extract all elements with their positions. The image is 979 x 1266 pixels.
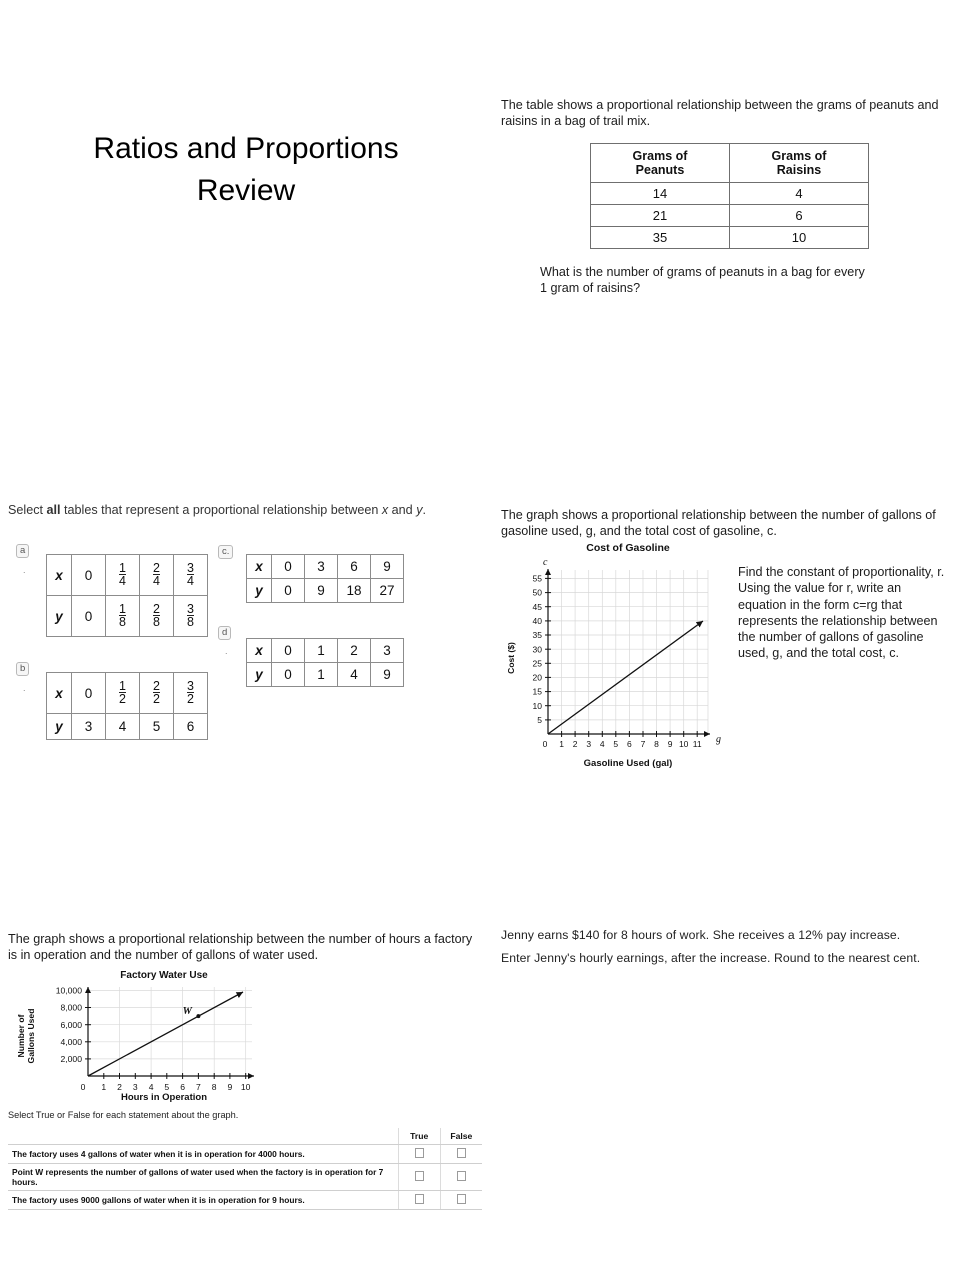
row-var-x: x [47,673,72,714]
svg-text:7: 7 [640,739,646,749]
factory-chart-point-w-label: W [182,1006,192,1017]
svg-text:2: 2 [117,1082,122,1092]
page-title: Ratios and Proportions Review [93,132,399,207]
svg-text:5: 5 [537,715,542,725]
gas-chart-y-axis-label: Cost ($) [506,642,516,674]
table-row [591,227,869,249]
cell-b-x0: 0 [72,673,106,714]
cell-c-x3: 9 [371,555,404,579]
q3-prompt: The graph shows a proportional relationship between the number of gallons of gasoline used, g, and the total cost of gasoline, c. [501,508,936,538]
q2-prompt-p3: and [388,503,417,517]
svg-text:45: 45 [532,601,542,612]
table-header-row [591,144,869,183]
factory-chart-point-w-marker [196,1014,200,1018]
tf-checkbox-false-2[interactable] [440,1164,482,1191]
row-var-x: x [247,555,272,579]
option-d-table[interactable] [246,638,404,687]
option-b-marker: . [23,683,26,693]
svg-text:10: 10 [240,1082,251,1092]
svg-text:10: 10 [532,700,542,711]
table-header-row [8,1128,482,1145]
q4-prompt: The graph shows a proportional relationship between the number of hours a factory is in operation and the number of gallons of water used. [8,932,473,962]
svg-text:6,000: 6,000 [60,1019,82,1030]
checkbox-icon[interactable] [415,1194,424,1204]
factory-water-use-chart [4,966,272,1106]
svg-text:7: 7 [196,1082,201,1092]
cell-d-y0: 0 [272,663,305,687]
tf-header-false: False [440,1128,482,1145]
q2-prompt [8,503,488,517]
cell-b-y3: 6 [174,714,208,740]
cell-raisins: 6 [730,205,869,227]
true-false-table [8,1128,482,1210]
tf-checkbox-true-2[interactable] [398,1164,440,1191]
cost-of-gasoline-chart [500,538,735,773]
gas-chart-x-symbol: g [716,734,721,745]
svg-text:50: 50 [532,587,542,598]
svg-text:6: 6 [180,1082,185,1092]
gas-chart-gridlines [548,570,708,734]
tf-statement-2: Point W represents the number of gallons of water used when the factory is in operation for 7 hours. [8,1164,398,1191]
cell-d-x2: 2 [338,639,371,663]
cell-c-y1: 9 [305,579,338,603]
cell-peanuts: 21 [591,205,730,227]
svg-text:11: 11 [692,739,702,749]
svg-text:8,000: 8,000 [60,1002,82,1013]
q2-prompt-y: y [416,503,423,517]
col-header-raisins [730,144,869,183]
row-var-y: y [247,663,272,687]
svg-text:0: 0 [542,739,548,749]
svg-text:Number of: Number of [16,1014,26,1058]
q2-prompt-p4: . [422,503,426,517]
option-c-badge[interactable] [218,541,233,559]
option-c-table[interactable] [246,554,404,603]
svg-text:15: 15 [532,686,542,697]
svg-text:8: 8 [211,1082,217,1092]
checkbox-icon[interactable] [415,1171,424,1181]
table-row [8,1191,482,1210]
factory-chart-x-axis-label: Hours in Operation [120,1092,208,1103]
option-b-label: b [16,662,29,676]
option-c-label: c. [218,545,233,559]
option-b-table[interactable] [46,672,208,740]
cell-a-y2: $\frac{2}{8}$ [140,596,174,637]
cell-c-x2: 6 [338,555,371,579]
checkbox-icon[interactable] [457,1171,466,1181]
cell-b-y0: 3 [72,714,106,740]
cell-a-x2: $\frac{2}{4}$ [140,555,174,596]
svg-text:20: 20 [532,672,542,683]
svg-text:0: 0 [80,1082,86,1092]
row-var-x: x [247,639,272,663]
checkbox-icon[interactable] [457,1148,466,1158]
q2-prompt-x: x [381,503,389,517]
cell-raisins: 4 [730,183,869,205]
row-var-y: y [47,596,72,637]
option-b-badge[interactable] [16,658,29,676]
table-row [47,596,208,637]
q2-prompt-p2: tables that represent a proportional relationship between [60,503,382,517]
table-row [8,1145,482,1164]
row-var-y: y [247,579,272,603]
checkbox-icon[interactable] [415,1148,424,1158]
cell-peanuts: 14 [591,183,730,205]
gas-chart-y-symbol: c [543,557,548,568]
svg-text:35: 35 [532,630,542,641]
tf-checkbox-false-3[interactable] [440,1191,482,1210]
table-row [8,1164,482,1191]
cell-d-x3: 3 [371,639,404,663]
col-header-raisins-line2: Raisins [776,163,822,177]
table-row [591,205,869,227]
col-header-raisins-line1: Grams of [771,149,827,163]
table-row [47,714,208,740]
cell-b-y2: 5 [140,714,174,740]
svg-text:30: 30 [532,644,542,655]
tf-checkbox-true-1[interactable] [398,1145,440,1164]
row-var-y: y [47,714,72,740]
cell-a-x1: $\frac{1}{4}$ [106,555,140,596]
svg-text:4: 4 [148,1082,154,1092]
svg-text:1: 1 [101,1082,107,1092]
cell-a-y3: $\frac{3}{8}$ [174,596,208,637]
svg-text:3: 3 [586,739,592,749]
q5-line2: Enter Jenny's hourly earnings, after the increase. Round to the nearest cent. [501,951,921,965]
option-a-badge[interactable] [16,540,29,558]
cell-peanuts: 35 [591,227,730,249]
cell-c-y0: 0 [272,579,305,603]
svg-text:6: 6 [627,739,632,749]
svg-text:10: 10 [678,739,689,749]
cell-a-x3: $\frac{3}{4}$ [174,555,208,596]
factory-chart-y-axis-label [16,1009,36,1064]
cell-d-y2: 4 [338,663,371,687]
tf-header-true: True [398,1128,440,1145]
q2-prompt-p1: Select [8,503,47,517]
q1-prompt: The table shows a proportional relationship between the grams of peanuts and raisins in a bag of trail mix. [501,98,939,128]
col-header-peanuts-line1: Grams of [632,149,688,163]
table-row [247,555,404,579]
svg-text:9: 9 [227,1082,233,1092]
tf-blank-header [8,1128,398,1145]
table-row [591,183,869,205]
cell-b-x3: $\frac{3}{2}$ [174,673,208,714]
cell-c-y3: 27 [371,579,404,603]
table-row [247,579,404,603]
cell-c-x1: 3 [305,555,338,579]
peanuts-raisins-table [590,143,869,249]
factory-chart-series-line [88,992,243,1076]
option-d-badge[interactable] [218,622,231,640]
option-a-table[interactable] [46,554,208,637]
svg-text:1: 1 [559,739,564,749]
tf-checkbox-true-3[interactable] [398,1191,440,1210]
cell-b-x2: $\frac{2}{2}$ [140,673,174,714]
tf-statement-3: The factory uses 9000 gallons of water when it is in operation for 9 hours. [8,1191,398,1210]
table-row [47,555,208,596]
table-row [47,673,208,714]
gas-chart-title: Cost of Gasoline [586,542,670,554]
svg-text:5: 5 [164,1082,170,1092]
tf-statement-1: The factory uses 4 gallons of water when it is in operation for 4000 hours. [8,1145,398,1164]
cell-b-y1: 4 [106,714,140,740]
svg-text:55: 55 [532,573,542,584]
svg-text:4,000: 4,000 [60,1036,82,1047]
factory-chart-title: Factory Water Use [120,970,208,981]
cell-a-y1: $\frac{1}{8}$ [106,596,140,637]
factory-chart-y-ticks [56,986,91,1065]
tf-checkbox-false-1[interactable] [440,1145,482,1164]
q3-question: Find the constant of proportionality, r. Using the value for r, write an equation in the form c=rg that represents the relationship between the number of gallons of gasoline used, g, and the total cost, c. [738,565,945,661]
svg-text:2,000: 2,000 [60,1054,82,1064]
cell-d-y1: 1 [305,663,338,687]
cell-raisins: 10 [730,227,869,249]
table-row [247,663,404,687]
svg-text:9: 9 [667,739,673,749]
col-header-peanuts [591,144,730,183]
svg-text:5: 5 [613,739,619,749]
svg-text:2: 2 [572,739,578,749]
svg-text:Gallons Used: Gallons Used [26,1008,36,1064]
cell-d-x1: 1 [305,639,338,663]
cell-d-x0: 0 [272,639,305,663]
option-d-marker: . [225,646,228,656]
cell-c-x0: 0 [272,555,305,579]
cell-c-y2: 18 [338,579,371,603]
svg-text:8: 8 [654,739,659,749]
cell-a-y0: 0 [72,596,106,637]
col-header-peanuts-line2: Peanuts [635,163,685,177]
svg-text:3: 3 [132,1082,138,1092]
svg-text:10,000: 10,000 [55,985,82,996]
checkbox-icon[interactable] [457,1194,466,1204]
cell-b-x1: $\frac{1}{2}$ [106,673,140,714]
option-a-marker: . [23,565,26,575]
q1-question: What is the number of grams of peanuts in a bag for every 1 gram of raisins? [540,265,865,295]
q2-prompt-all: all [46,503,61,517]
cell-d-y3: 9 [371,663,404,687]
svg-text:25: 25 [532,658,542,669]
gas-chart-x-axis-label: Gasoline Used (gal) [583,758,673,769]
q4-instruction: Select True or False for each statement about the graph. [8,1110,239,1120]
table-row [247,639,404,663]
cell-a-x0: 0 [72,555,106,596]
row-var-x: x [47,555,72,596]
option-d-label: d [218,626,231,640]
svg-text:4: 4 [599,739,605,749]
svg-text:40: 40 [532,616,542,626]
option-a-label: a [16,544,29,558]
q5-line1: Jenny earns $140 for 8 hours of work. She receives a 12% pay increase. [501,928,901,942]
